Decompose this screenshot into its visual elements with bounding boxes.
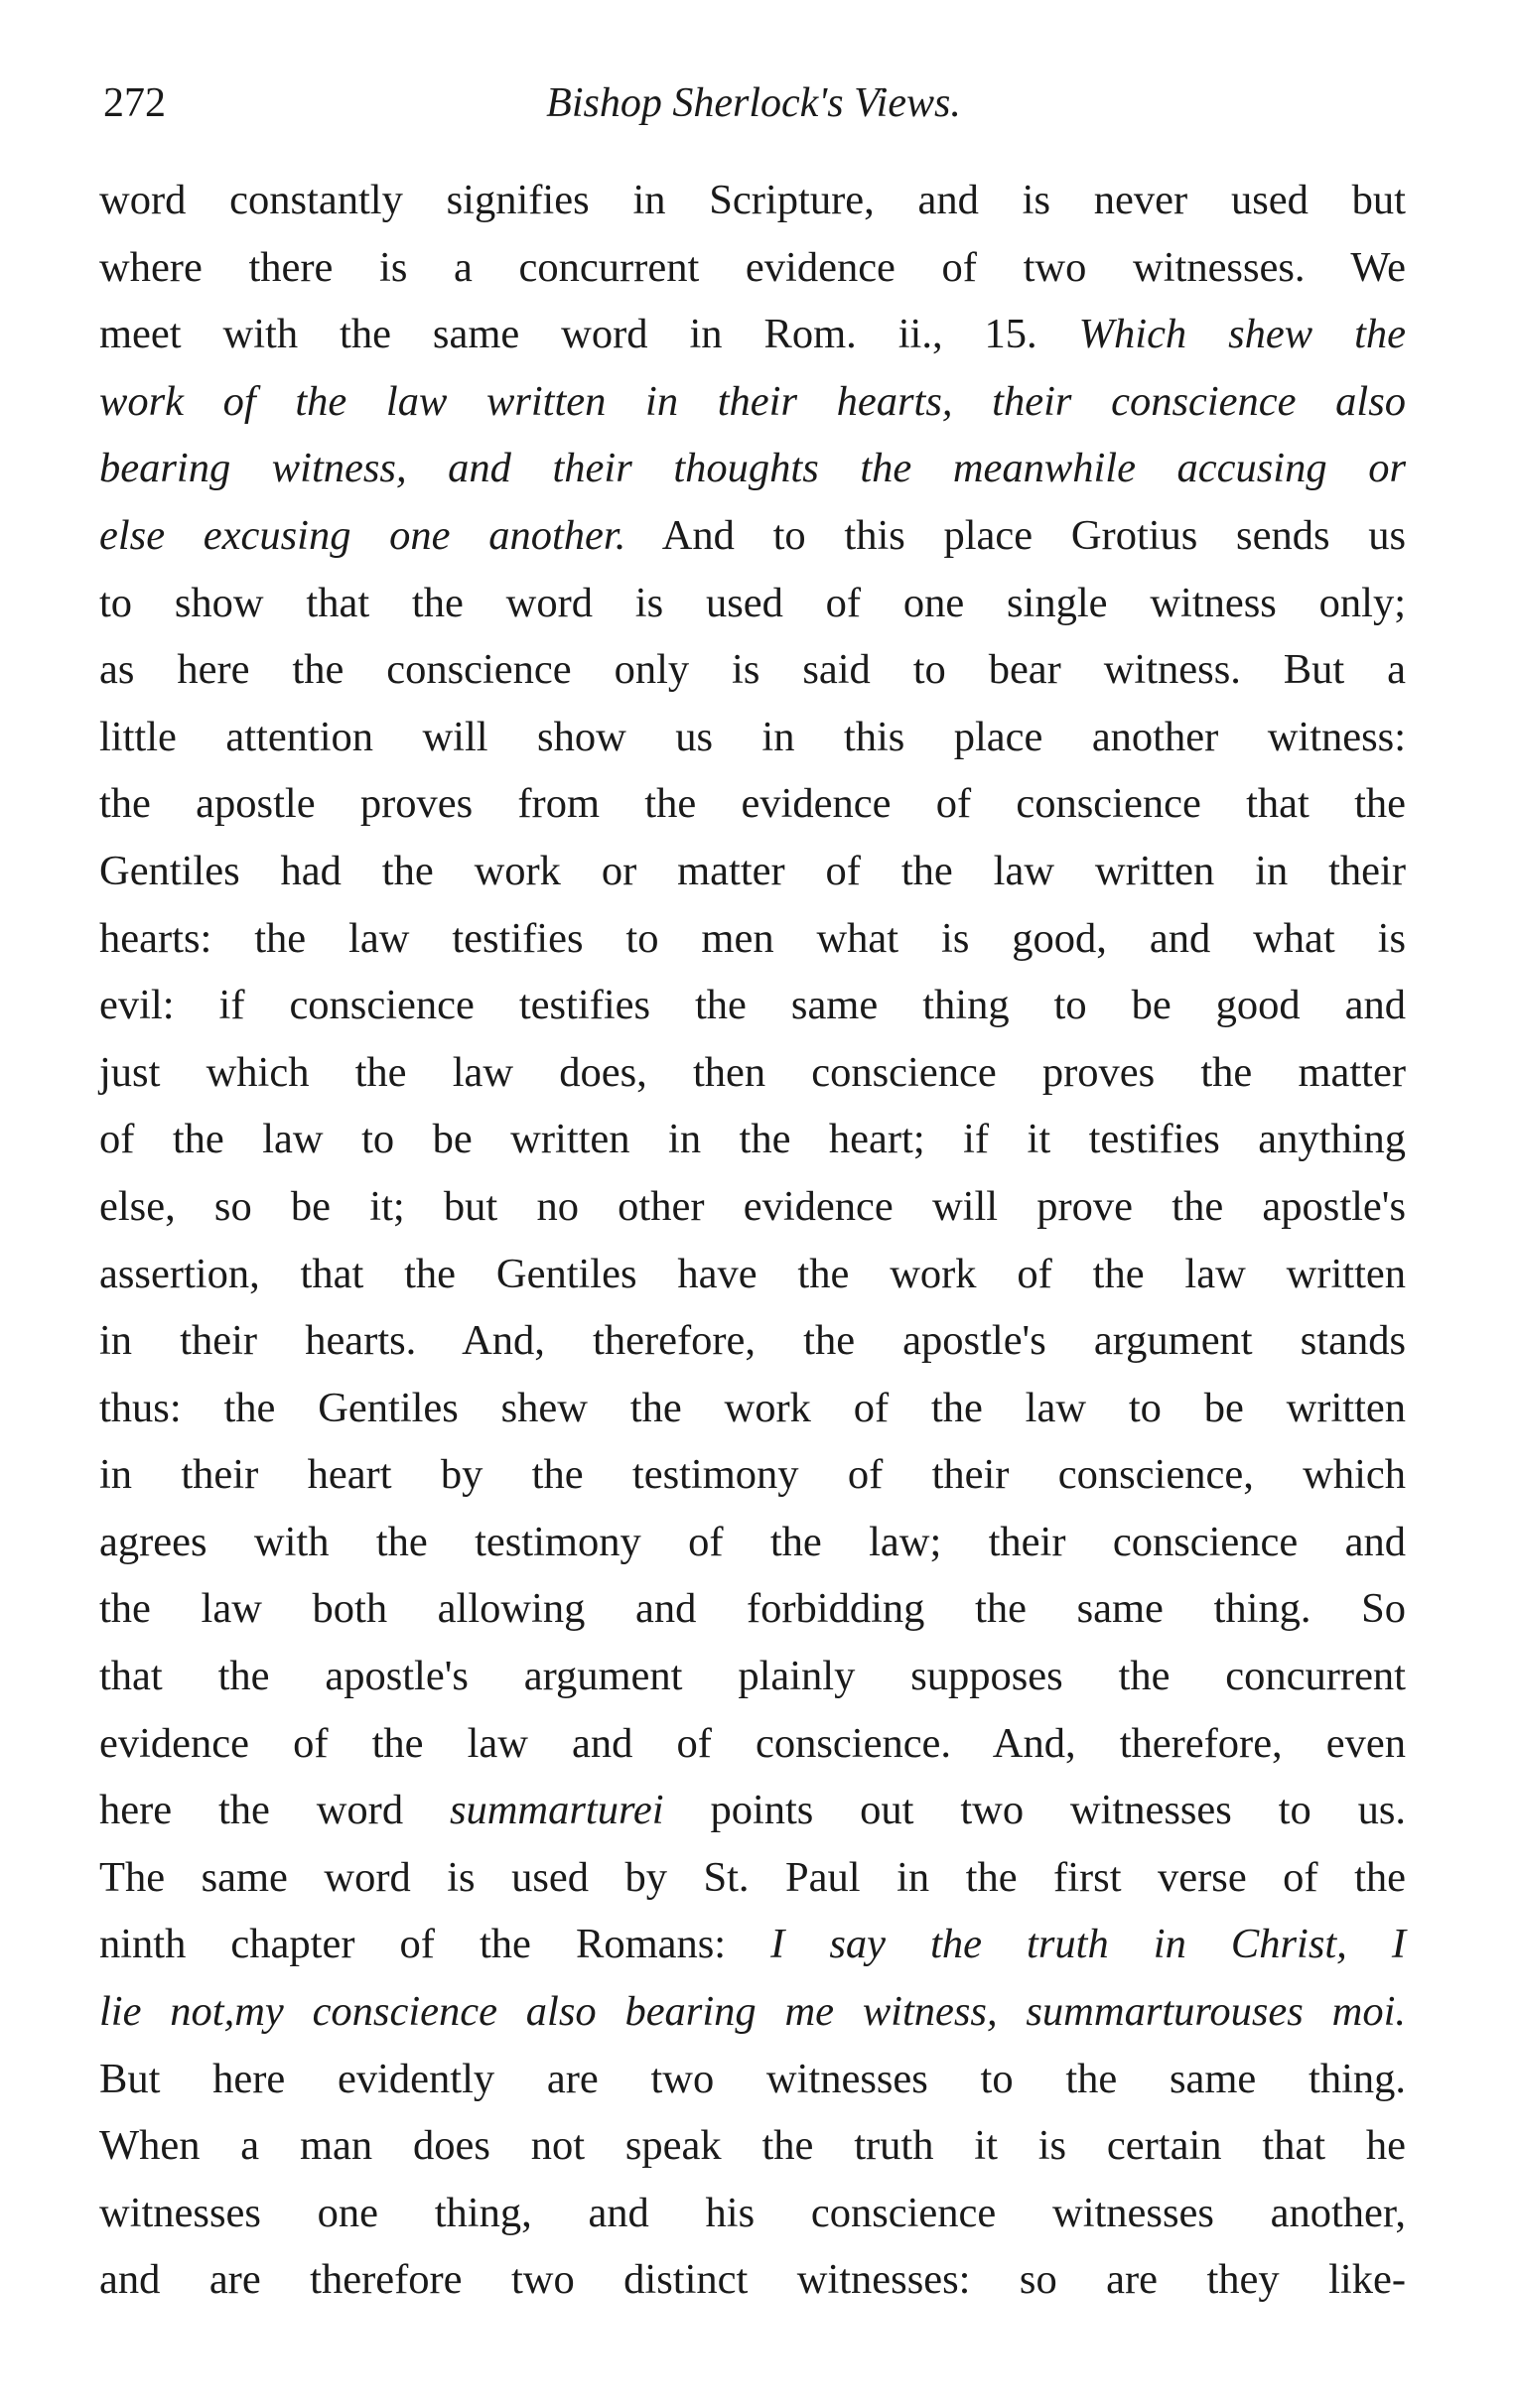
text-run: The same word is used by St. Paul in the first verse of the xyxy=(99,1853,1406,1901)
text-run: But here evidently are two witnesses to the same thing. xyxy=(99,2055,1406,2102)
text-run: evil: if conscience testifies the same thing to be good and xyxy=(99,982,1406,1029)
text-run: and are therefore two distinct witnesses: so are they like- xyxy=(99,2256,1406,2304)
text-run: little attention will show us in this place another witness: xyxy=(99,713,1406,760)
text-line xyxy=(99,301,1406,368)
text-line xyxy=(99,838,1406,905)
text-run: assertion, that the Gentiles have the work of the law written xyxy=(99,1250,1406,1297)
page-number: 272 xyxy=(103,80,166,126)
text-line xyxy=(99,1441,1406,1509)
text-run: of the law to be written in the heart; if it testifies anything xyxy=(99,1116,1406,1163)
text-run: witnesses one thing, and his conscience witnesses another, xyxy=(99,2189,1406,2236)
text-line xyxy=(99,1307,1406,1375)
text-line xyxy=(99,435,1406,502)
body-text xyxy=(99,167,1406,2314)
text-line xyxy=(99,1710,1406,1778)
italic-text: summarturei xyxy=(449,1787,664,1834)
text-line xyxy=(99,368,1406,436)
text-run: in their hearts. And, therefore, the apostle's argument stands xyxy=(99,1317,1406,1365)
text-run: agrees with the testimony of the law; their conscience and xyxy=(99,1518,1406,1565)
text-line xyxy=(99,972,1406,1039)
text-line xyxy=(99,1978,1406,2046)
text-run: And to this place Grotius sends us xyxy=(625,511,1406,559)
italic-text: else excusing one another. xyxy=(99,511,626,559)
text-line xyxy=(99,1039,1406,1107)
text-line xyxy=(99,167,1406,234)
text-line xyxy=(99,1241,1406,1308)
text-run: the apostle proves from the evidence of conscience that the xyxy=(99,780,1406,828)
text-run: hearts: the law testifies to men what is good, and what is xyxy=(99,914,1406,962)
text-line xyxy=(99,905,1406,973)
text-run: meet with the same word in Rom. ii., 15. xyxy=(99,311,1079,358)
italic-text: I say the truth in Christ, I xyxy=(770,1921,1407,1968)
text-run: else, so be it; but no other evidence will prove the apostle's xyxy=(99,1182,1406,1230)
italic-text: lie not,my conscience also bearing me witness, summarturouses moi. xyxy=(99,1988,1406,2036)
italic-text: bearing witness, and their thoughts the meanwhile accusing or xyxy=(99,445,1406,492)
italic-text: work of the law written in their hearts, their conscience also xyxy=(99,377,1406,425)
running-head-title: Bishop Sherlock's Views. xyxy=(546,80,961,126)
text-line xyxy=(99,2046,1406,2113)
text-line xyxy=(99,1844,1406,1912)
text-line xyxy=(99,1509,1406,1576)
text-line xyxy=(99,1777,1406,1844)
text-line xyxy=(99,1643,1406,1710)
text-run: points out two witnesses to us. xyxy=(663,1787,1406,1834)
text-line xyxy=(99,234,1406,302)
text-run: the law both allowing and forbidding the same thing. So xyxy=(99,1585,1406,1633)
text-run: here the word xyxy=(99,1787,450,1834)
text-run: evidence of the law and of conscience. And, therefore, even xyxy=(99,1719,1406,1767)
text-run: that the apostle's argument plainly supposes the concurrent xyxy=(99,1653,1406,1700)
text-line xyxy=(99,2180,1406,2247)
text-line xyxy=(99,1106,1406,1173)
text-run: just which the law does, then conscience proves the matter xyxy=(99,1048,1406,1096)
text-run: as here the conscience only is said to bear witness. But a xyxy=(99,646,1406,694)
text-line xyxy=(99,1173,1406,1241)
text-run: where there is a concurrent evidence of two witnesses. We xyxy=(99,243,1406,291)
text-run: When a man does not speak the truth it is certain that he xyxy=(99,2122,1406,2170)
text-line xyxy=(99,1575,1406,1643)
italic-text: Which shew the xyxy=(1078,311,1406,358)
text-line xyxy=(99,1911,1406,1978)
running-head xyxy=(103,73,1404,133)
text-run: ninth chapter of the Romans: xyxy=(99,1921,771,1968)
text-line xyxy=(99,2112,1406,2180)
text-run: thus: the Gentiles shew the work of the law to be written xyxy=(99,1384,1406,1431)
text-run: in their heart by the testimony of their conscience, which xyxy=(99,1451,1406,1499)
text-line xyxy=(99,770,1406,838)
text-run: word constantly signifies in Scripture, and is never used but xyxy=(99,177,1406,223)
text-line xyxy=(99,636,1406,704)
text-line xyxy=(99,502,1406,570)
text-line xyxy=(99,570,1406,637)
text-line xyxy=(99,704,1406,771)
text-line xyxy=(99,2246,1406,2314)
text-run: Gentiles had the work or matter of the law written in their xyxy=(99,847,1406,894)
text-run: to show that the word is used of one single witness only; xyxy=(99,579,1406,626)
text-line xyxy=(99,1375,1406,1442)
